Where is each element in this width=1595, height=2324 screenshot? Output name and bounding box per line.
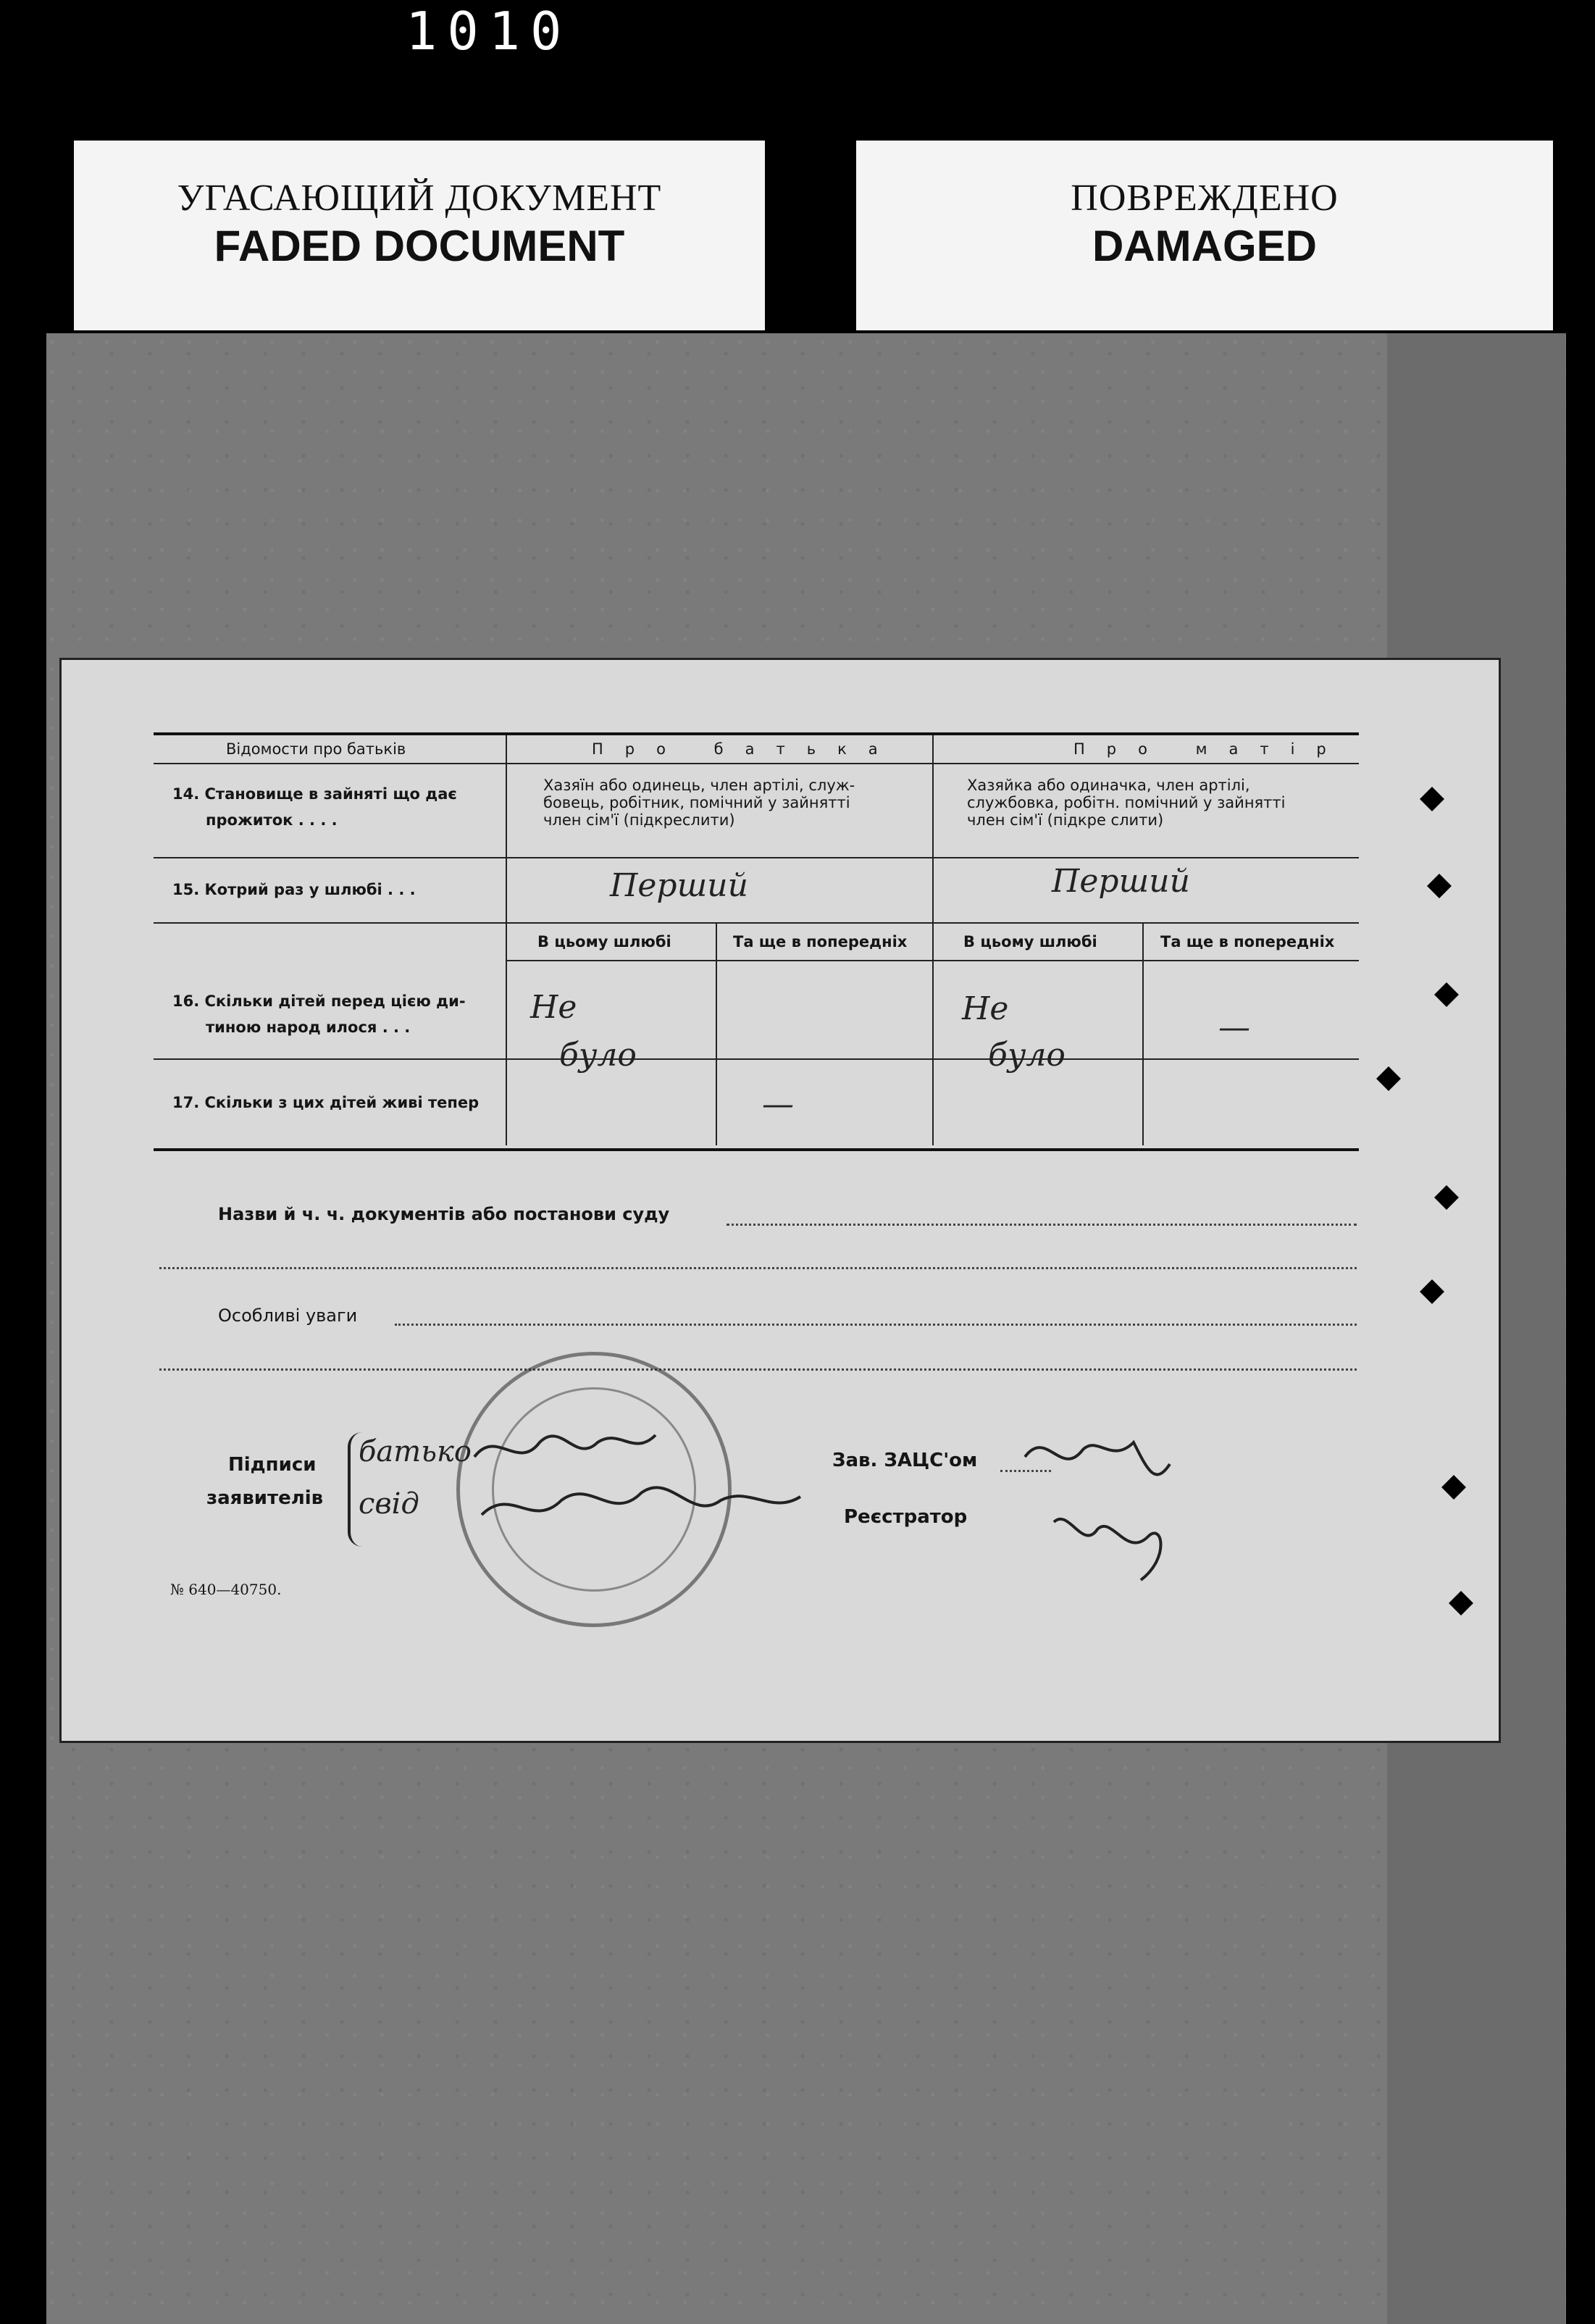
head-label: Зав. ЗАЦС'ом xyxy=(832,1450,978,1471)
witness-signature-prefix: свід xyxy=(359,1487,419,1521)
table-rule xyxy=(154,1058,1359,1060)
remarks-line-2 xyxy=(159,1368,1357,1371)
row16-label-1: 16. Скільки дітей перед цією ди- xyxy=(172,992,466,1010)
row15-label: 15. Котрий раз у шлюбі . . . xyxy=(172,881,416,898)
row14-mother-2: службовка, робітн. помічний у зайнятті xyxy=(967,794,1286,811)
frame-number: 1010 xyxy=(406,1,572,62)
header-mother: Про матір xyxy=(1073,740,1348,758)
documents-line xyxy=(727,1224,1357,1226)
registrar-label: Реєстратор xyxy=(844,1506,968,1528)
row14-label-1: 14. Становище в зайняті що дає xyxy=(172,785,457,803)
table-divider xyxy=(506,735,507,1145)
faded-label-en: FADED DOCUMENT xyxy=(214,222,625,270)
row16-label-2: тиною народ илося . . . xyxy=(206,1019,411,1036)
table-divider xyxy=(716,922,717,1145)
header-parents-info: Відомости про батьків xyxy=(226,740,406,758)
form-number: № 640—40750. xyxy=(170,1581,282,1598)
documents-label: Назви й ч. ч. документів або постанови суду xyxy=(218,1204,670,1224)
damage-mark xyxy=(1376,1066,1401,1091)
father-children-this-2: було xyxy=(559,1037,637,1074)
row15-mother-handwritten: Перший xyxy=(1052,863,1190,900)
header-father: Про батька xyxy=(592,740,900,758)
registration-form-card xyxy=(59,658,1501,1743)
faded-document-label xyxy=(74,141,765,330)
row14-mother-1: Хазяйка або одиначка, член артілі, xyxy=(967,777,1250,794)
damaged-label-ru: ПОВРЕЖДЕНО xyxy=(1071,177,1339,219)
father-children-this-1: Не xyxy=(530,989,577,1026)
table-divider xyxy=(932,735,934,1145)
row14-mother-3: член сім'ї (підкре слити) xyxy=(967,811,1164,829)
documents-line-2 xyxy=(159,1267,1357,1269)
remarks-line xyxy=(395,1324,1357,1326)
table-divider xyxy=(1142,922,1144,1145)
subheader-mother-prev: Та ще в попередніх xyxy=(1160,933,1335,950)
damaged-label-en: DAMAGED xyxy=(1092,222,1317,270)
row14-father-2: бовець, робітник, помічний у зайнятті xyxy=(543,794,850,811)
damage-mark xyxy=(1434,1185,1459,1210)
damage-mark xyxy=(1420,1279,1444,1304)
signatures-label-2: заявителів xyxy=(206,1487,324,1509)
father-signature-prefix: батько xyxy=(359,1435,472,1468)
row14-father-1: Хазяїн або одинець, член артілі, служ- xyxy=(543,777,855,794)
signatures-label-1: Підписи xyxy=(228,1454,317,1476)
table-rule xyxy=(154,857,1359,858)
damage-mark xyxy=(1420,787,1444,811)
damaged-document-label xyxy=(856,141,1553,330)
father-children-prev: — xyxy=(762,1086,794,1123)
subheader-mother-this: В цьому шлюбі xyxy=(963,933,1097,950)
damage-mark xyxy=(1441,1475,1466,1500)
mother-children-prev: — xyxy=(1218,1009,1250,1046)
remarks-label: Особливі уваги xyxy=(218,1305,358,1326)
subheader-father-prev: Та ще в попередніх xyxy=(733,933,908,950)
mother-children-this-1: Не xyxy=(962,990,1009,1027)
damage-mark xyxy=(1434,982,1459,1007)
damage-mark xyxy=(1427,874,1452,898)
subheader-father-this: В цьому шлюбі xyxy=(537,933,671,950)
row14-label-2: прожиток . . . . xyxy=(206,811,338,829)
table-rule xyxy=(154,763,1359,764)
mother-children-this-2: було xyxy=(988,1037,1066,1074)
official-signatures xyxy=(996,1413,1242,1587)
faded-label-ru: УГАСАЮЩИЙ ДОКУМЕНТ xyxy=(177,177,662,219)
row15-father-handwritten: Перший xyxy=(610,867,748,904)
row17-label: 17. Скільки з цих дітей живі тепер xyxy=(172,1094,480,1111)
parents-info-table xyxy=(154,732,1359,1151)
table-rule xyxy=(506,960,1359,961)
row14-father-3: член сім'ї (підкреслити) xyxy=(543,811,735,829)
damage-mark xyxy=(1449,1591,1473,1615)
table-rule xyxy=(154,922,1359,924)
